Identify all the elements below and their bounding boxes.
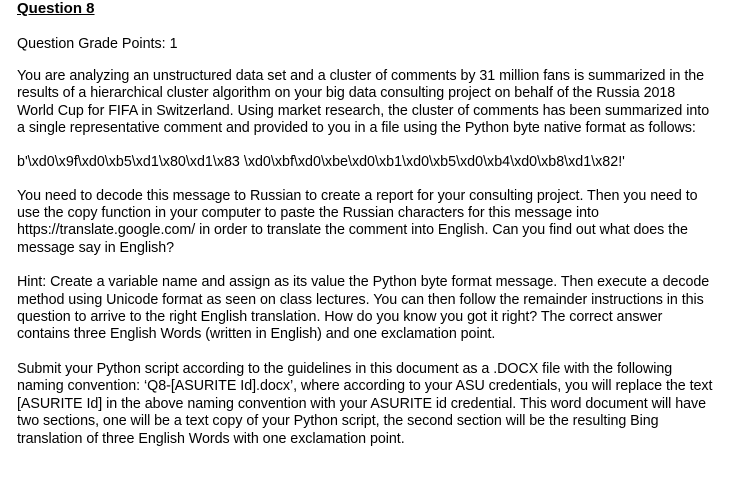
intro-line: World Cup for FIFA in Switzerland. Using market research, the cluster of comments has been summarized into — [17, 102, 710, 119]
submit-line: Submit your Python script according to the guidelines in this document as a .DOCX file with the following — [17, 360, 673, 377]
task-line: use the copy function in your computer to paste the Russian characters for this message into — [17, 205, 599, 222]
submit-line: naming convention: ‘Q8-[ASURITE Id].docx’, where according to your ASU credentials, you will replace the text — [17, 378, 713, 395]
intro-line: You are analyzing an unstructured data set and a cluster of comments by 31 million fans is summarized in the — [17, 68, 705, 84]
intro-line: a single representative comment and provided to you in a file using the Python byte native format as follows: — [17, 120, 696, 137]
task-line: message say in English? — [17, 239, 174, 256]
intro-line: results of a hierarchical cluster algorithm on your big data consulting project on behalf of the Russia 2018 — [17, 85, 676, 102]
hint-line: contains three English Words (written in English) and one exclamation point. — [17, 326, 496, 343]
submit-line: translation of three English Words with one exclamation point. — [17, 430, 405, 447]
question-document — [17, 0, 737, 448]
question-title: Question 8 — [17, 0, 95, 17]
task-line: https://translate.google.com/ in order to translate the comment into English. Can you find out what does the — [17, 222, 688, 239]
task-line: You need to decode this message to Russian to create a report for your consulting project. Then you need to — [17, 187, 698, 204]
submit-line: two sections, one will be a text copy of your Python script, the second section will be the resulting Bing — [17, 413, 659, 430]
intro-paragraph — [17, 68, 737, 138]
hint-line: Hint: Create a variable name and assign as its value the Python byte format message. Then execute a decode — [17, 274, 710, 291]
submit-paragraph — [17, 361, 737, 448]
grade-points: Question Grade Points: 1 — [17, 36, 178, 52]
task-paragraph — [17, 188, 737, 258]
hint-line: question to arrive to the right English translation. How do you know you got it right? The correct answer — [17, 309, 663, 326]
byte-message: b'\xd0\x9f\xd0\xb5\xd1\x80\xd1\x83 \xd0\xbf\xd0\xbe\xd0\xb1\xd0\xb5\xd0\xb4\xd0\xb8\xd1\x82!' — [17, 153, 625, 170]
hint-paragraph — [17, 274, 737, 344]
hint-line: method using Unicode format as seen on class lectures. You can then follow the remainder instructions in this — [17, 291, 704, 308]
submit-line: [ASURITE Id] in the above naming convention with your ASURITE id credential. This word document will have — [17, 395, 707, 412]
